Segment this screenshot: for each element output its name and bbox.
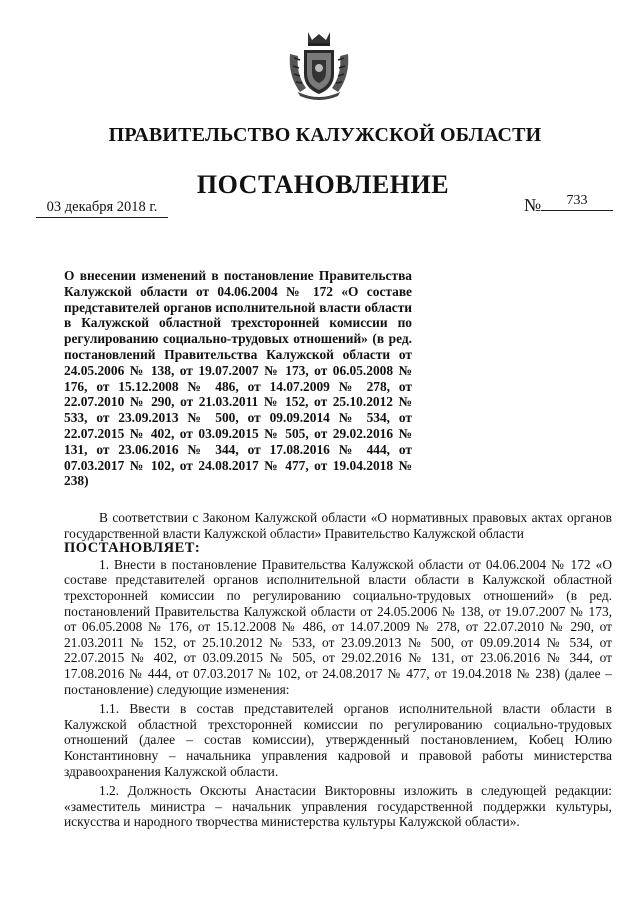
document-subject: О внесении изменений в постановление Правительства Калужской области от 04.06.2004 № 172 «О составе представителей органов исполнительной власти области в Калужской областной трехсторонней комиссии по регулированию социально-трудовых отношений» (в ред. постановлений Правительства Калужской области от 24.05.2006 № 138, от 19.07.2007 № 173, от 06.05.2008 № 176, от 15.12.2008 № 486, от 14.07.2009 № 278, от 22.07.2010 № 290, от 21.03.2011 № 152, от 25.10.2012 № 533, от 23.09.2013 № 500, от 09.09.2014 № 534, от 22.07.2015 № 402, от 03.09.2015 № 505, от 29.02.2016 № 131, от 23.06.2016 № 344, от 17.08.2016 № 444, от 07.03.2017 № 102, от 24.08.2017 № 477, от 19.04.2018 № 238) — [64, 268, 412, 489]
government-title: ПРАВИТЕЛЬСТВО КАЛУЖСКОЙ ОБЛАСТИ — [108, 124, 542, 146]
item-1-1-paragraph: 1.1. Ввести в состав представителей органов исполнительной власти области в Калужской областной трехсторонней комиссии по регулированию социально-трудовых отношений (далее – состав комиссии), утвержденный постановлением, Кобец Юлию Константиновну – начальника управления кадровой и правовой работы министерства здравоохранения Калужской области. — [64, 701, 612, 779]
document-body — [64, 510, 612, 830]
document-date: 03 декабря 2018 г. — [36, 199, 168, 218]
item-1-2-paragraph: 1.2. Должность Оксюты Анастасии Викторовны изложить в следующей редакции: «заместитель министра – начальник управления государственной поддержки культуры, искусства и народного творчества министерства культуры Калужской области». — [64, 783, 612, 830]
number-label: № — [524, 195, 542, 215]
coat-of-arms-icon — [286, 28, 352, 100]
decree-heading: ПОСТАНОВЛЯЕТ: — [64, 540, 201, 557]
document-number: 733 — [541, 193, 613, 211]
document-type-title: ПОСТАНОВЛЕНИЕ — [196, 170, 450, 199]
preamble-paragraph: В соответствии с Законом Калужской области «О нормативных правовых актах органов государственной власти Калужской области» Правительство Калужской области — [64, 510, 612, 541]
item-1-paragraph: 1. Внести в постановление Правительства Калужской области от 04.06.2004 № 172 «О составе представителей органов исполнительной власти области в Калужской областной трехсторонней комиссии по регулированию социально-трудовых отношений» (в ред. постановлений Правительства Калужской области от 24.05.2006 № 138, от 19.07.2007 № 173, от 06.05.2008 № 176, от 15.12.2008 № 486, от 14.07.2009 № 278, от 22.07.2010 № 290, от 21.03.2011 № 152, от 25.10.2012 № 533, от 23.09.2013 № 500, от 09.09.2014 № 534, от 22.07.2015 № 402, от 03.09.2015 № 505, от 29.02.2016 № 131, от 23.06.2016 № 344, от 17.08.2016 № 444, от 07.03.2017 № 102, от 24.08.2017 № 477, от 19.04.2018 № 238) (далее – постановление) следующие изменения: — [64, 556, 612, 697]
